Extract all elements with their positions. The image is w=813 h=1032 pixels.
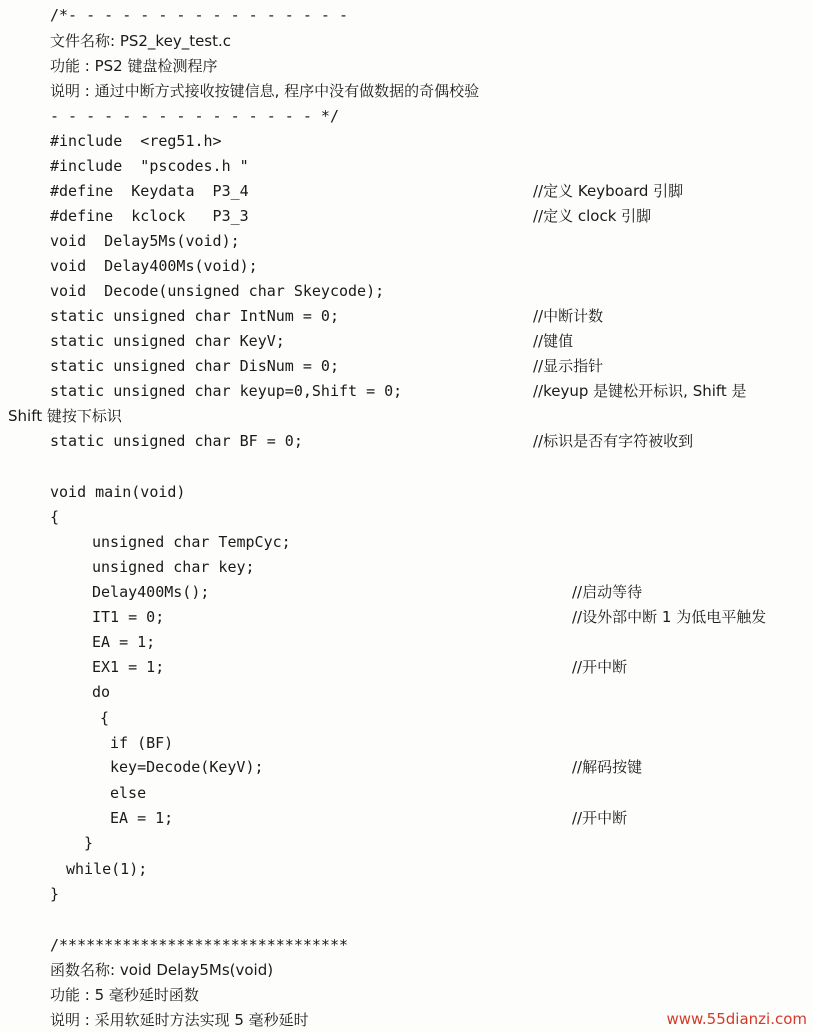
code-line: { [50,508,60,526]
comment-stars: /******************************** [50,936,349,954]
code-line: unsigned char TempCyc; [92,533,291,551]
code-line: void main(void) [50,483,186,501]
code-line: { [100,709,110,727]
code-line: #define kclock P3_3 [50,207,249,225]
code-line: } [84,834,94,852]
code-comment: //显示指针 [533,357,604,375]
code-line: void Delay5Ms(void); [50,232,240,250]
code-line: key=Decode(KeyV); [110,758,264,776]
function-line: 功能 : PS2 键盘检测程序 [50,57,218,75]
code-line: static unsigned char KeyV; [50,332,285,350]
code-comment: //开中断 [572,658,628,676]
fn-note-line: 说明 : 采用软延时方法实现 5 毫秒延时 [50,1011,309,1029]
code-line: static unsigned char DisNum = 0; [50,357,339,375]
code-line: do [92,683,111,701]
code-line: static unsigned char keyup=0,Shift = 0; [50,382,403,400]
code-comment: //定义 clock 引脚 [533,207,652,225]
code-line: EX1 = 1; [92,658,165,676]
fn-name-line: 函数名称: void Delay5Ms(void) [50,961,274,979]
watermark: www.55dianzi.com [666,1010,807,1028]
code-line: #include "pscodes.h " [50,157,249,175]
note-line: 说明 : 通过中断方式接收按键信息, 程序中没有做数据的奇偶校验 [50,82,480,100]
code-line: while(1); [66,860,148,878]
code-comment: //开中断 [572,809,628,827]
code-comment: //中断计数 [533,307,604,325]
fn-desc-line: 功能 : 5 毫秒延时函数 [50,986,199,1004]
comment-open: /*- - - - - - - - - - - - - - - - [50,6,349,24]
code-line: static unsigned char BF = 0; [50,432,303,450]
code-comment: //标识是否有字符被收到 [533,432,694,450]
code-comment: //启动等待 [572,583,643,601]
code-line-wrap: Shift 键按下标识 [8,407,122,425]
code-line: void Delay400Ms(void); [50,257,258,275]
code-line: if (BF) [110,734,174,752]
code-line: else [110,784,147,802]
code-line: #include <reg51.h> [50,132,222,150]
code-line: unsigned char key; [92,558,255,576]
comment-close: - - - - - - - - - - - - - - - */ [50,107,339,125]
code-comment: //解码按键 [572,758,643,776]
code-line: } [50,885,60,903]
file-name-line: 文件名称: PS2_key_test.c [50,32,232,50]
code-comment: //设外部中断 1 为低电平触发 [572,608,767,626]
code-line: #define Keydata P3_4 [50,182,249,200]
code-line: EA = 1; [110,809,174,827]
code-line: Delay400Ms(); [92,583,210,601]
code-comment: //keyup 是键松开标识, Shift 是 [533,382,747,400]
code-comment: //定义 Keyboard 引脚 [533,182,684,200]
code-line: EA = 1; [92,633,156,651]
code-line: IT1 = 0; [92,608,165,626]
code-comment: //键值 [533,332,574,350]
code-line: void Decode(unsigned char Skeycode); [50,282,385,300]
code-line: static unsigned char IntNum = 0; [50,307,339,325]
